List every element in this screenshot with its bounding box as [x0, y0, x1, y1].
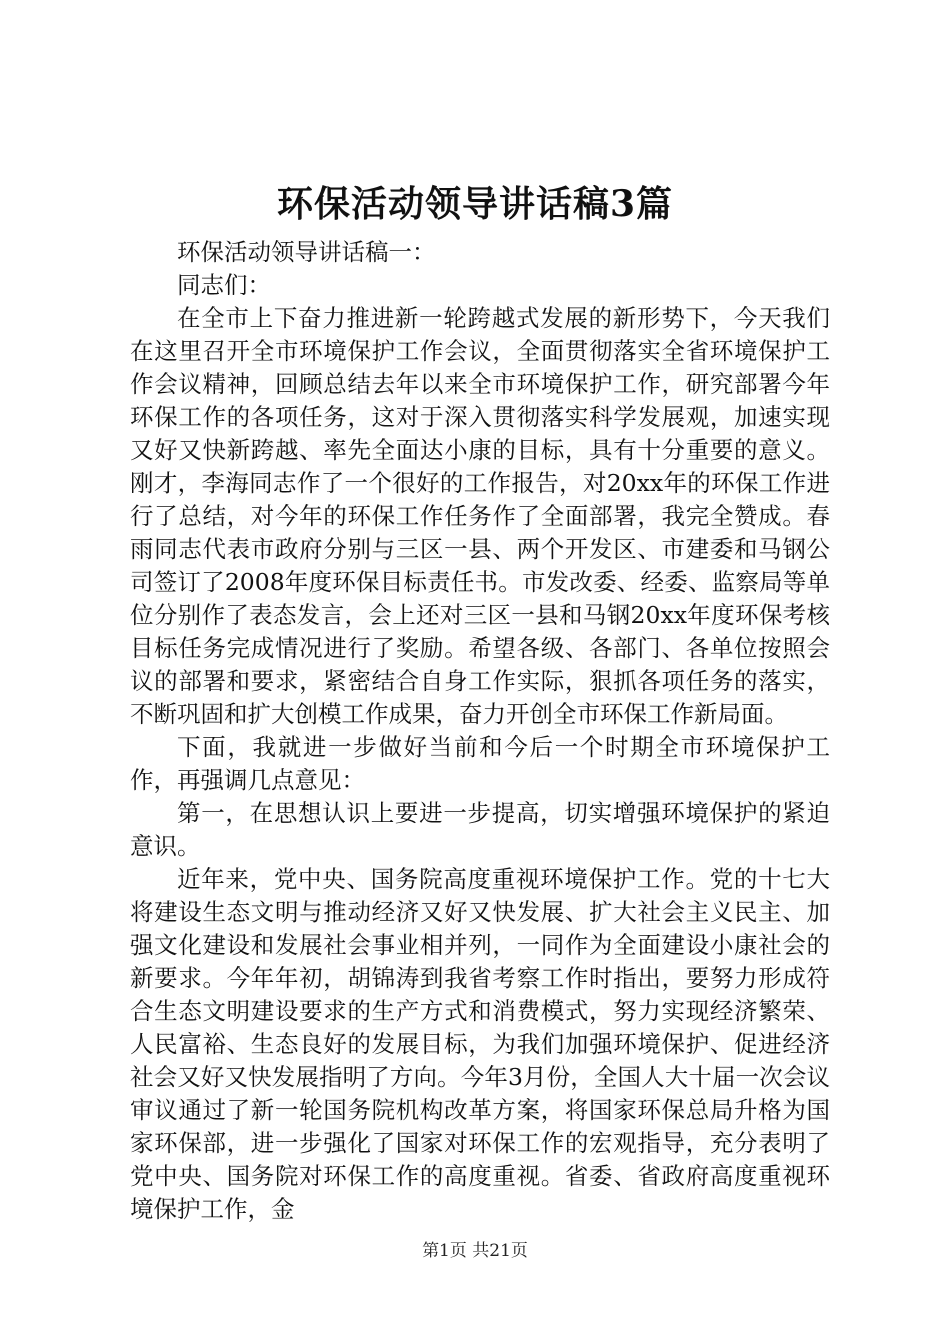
paragraph: 第一，在思想认识上要进一步提高，切实增强环境保护的紧迫意识。 — [130, 799, 830, 860]
document-body — [130, 236, 830, 1226]
paragraph: 下面，我就进一步做好当前和今后一个时期全市环境保护工作，再强调几点意见： — [130, 733, 830, 794]
paragraph: 在全市上下奋力推进新一轮跨越式发展的新形势下，今天我们在这里召开全市环境保护工作会议，全面贯彻落实全省环境保护工作会议精神，回顾总结去年以来全市环境保护工作，研究部署今年环保工作的各项任务，这对于深入贯彻落实科学发展观，加速实现又好又快新跨越、率先全面达小康的目标，具有十分重要的意义。刚才，李海同志作了一个很好的工作报告，对20xx年的环保工作进行了总结，对今年的环保工作任务作了全面部署，我完全赞成。春雨同志代表市政府分别与三区一县、两个开发区、市建委和马钢公司签订了2008年度环保目标责任书。市发改委、经委、监察局等单位分别作了表态发言，会上还对三区一县和马钢20xx年度环保考核目标任务完成情况进行了奖励。希望各级、各部门、各单位按照会议的部署和要求，紧密结合自身工作实际，狠抓各项任务的落实，不断巩固和扩大创模工作成果，奋力开创全市环保工作新局面。 — [130, 304, 830, 728]
page-number-footer: 第1页 共21页 — [422, 1241, 528, 1261]
paragraph-subtitle: 环保活动领导讲话稿一： — [177, 238, 436, 266]
paragraph: 近年来，党中央、国务院高度重视环境保护工作。党的十七大将建设生态文明与推动经济又好又快发展、扩大社会主义民主、加强文化建设和发展社会事业相并列，一同作为全面建设小康社会的新要求。今年年初，胡锦涛到我省考察工作时指出，要努力形成符合生态文明建设要求的生产方式和消费模式，努力实现经济繁荣、人民富裕、生态良好的发展目标，为我们加强环境保护、促进经济社会又好又快发展指明了方向。今年3月份，全国人大十届一次会议审议通过了新一轮国务院机构改革方案，将国家环保总局升格为国家环保部，进一步强化了国家对环保工作的宏观指导，充分表明了党中央、国务院对环保工作的高度重视。省委、省政府高度重视环境保护工作，金 — [130, 865, 830, 1223]
document-title: 环保活动领导讲话稿3篇 — [276, 183, 674, 225]
paragraph-salutation: 同志们： — [177, 271, 271, 299]
